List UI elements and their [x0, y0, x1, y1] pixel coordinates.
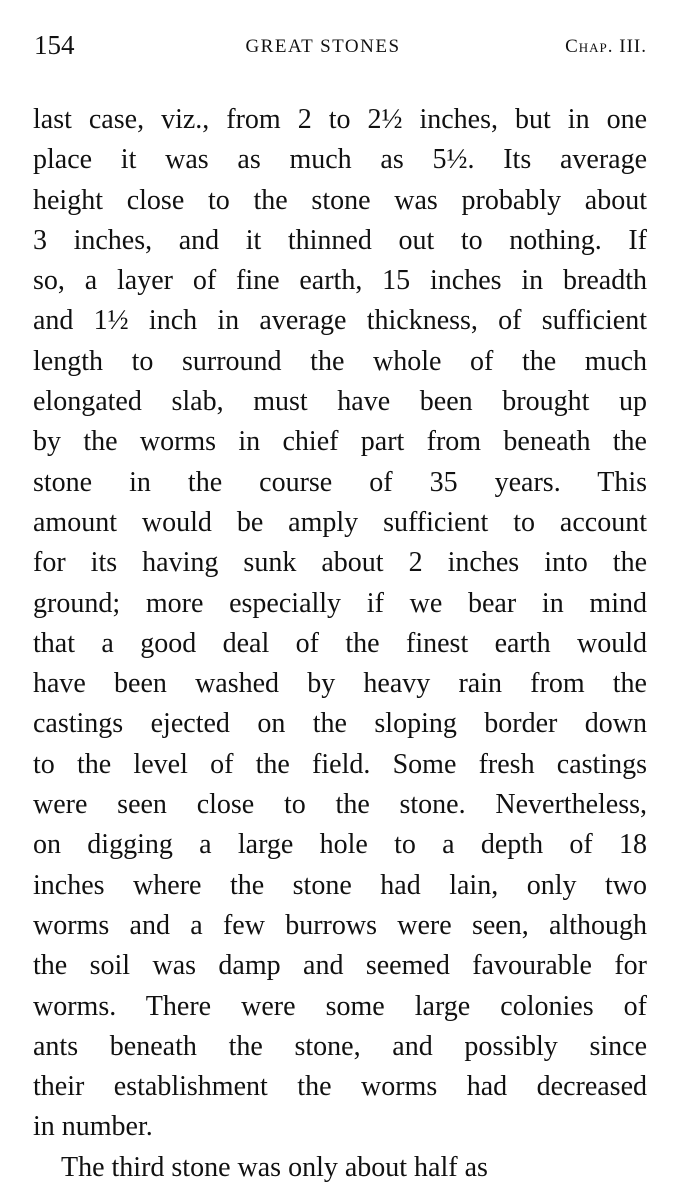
page-header [34, 26, 647, 66]
text-line: have been washed by heavy rain from the [33, 668, 647, 700]
text-line: for its having sunk about 2 inches into the [33, 547, 647, 579]
text-line: their establishment the worms had decreased [33, 1071, 647, 1103]
text-line: castings ejected on the sloping border down [33, 708, 647, 740]
text-line: to the level of the field. Some fresh castings [33, 748, 647, 780]
text-line: were seen close to the stone. Nevertheless, [33, 789, 647, 821]
text-line: by the worms in chief part from beneath the [33, 426, 647, 458]
text-line: 3 inches, and it thinned out to nothing. If [33, 224, 647, 256]
text-line: and 1½ inch in average thickness, of sufficient [33, 305, 647, 337]
text-line: on digging a large hole to a depth of 18 [33, 829, 647, 861]
body-text [33, 100, 647, 1188]
text-line: inches where the stone had lain, only two [33, 869, 647, 901]
text-line: that a good deal of the finest earth would [33, 627, 647, 659]
text-line: ants beneath the stone, and possibly since [33, 1030, 647, 1062]
text-line: last case, viz., from 2 to 2½ inches, but in one [33, 104, 647, 135]
text-line: ground; more especially if we bear in mind [33, 587, 647, 619]
text-line: The third stone was only about half as [61, 1151, 488, 1183]
text-line: worms and a few burrows were seen, although [33, 909, 647, 941]
running-title: GREAT STONES [245, 36, 401, 57]
text-line: so, a layer of fine earth, 15 inches in breadth [33, 265, 647, 297]
text-line: worms. There were some large colonies of [33, 990, 647, 1022]
chapter-label: Chap. III. [565, 36, 647, 57]
text-line: height close to the stone was probably about [33, 184, 647, 216]
text-line: elongated slab, must have been brought up [33, 386, 647, 418]
text-line: the soil was damp and seemed favourable for [33, 950, 647, 982]
text-line: stone in the course of 35 years. This [33, 466, 647, 498]
text-line: amount would be amply sufficient to account [33, 506, 647, 538]
text-line: place it was as much as 5½. Its average [33, 144, 647, 176]
text-line: length to surround the whole of the much [33, 345, 647, 377]
text-line: in number. [33, 1111, 153, 1143]
page-number: 154 [34, 30, 75, 60]
